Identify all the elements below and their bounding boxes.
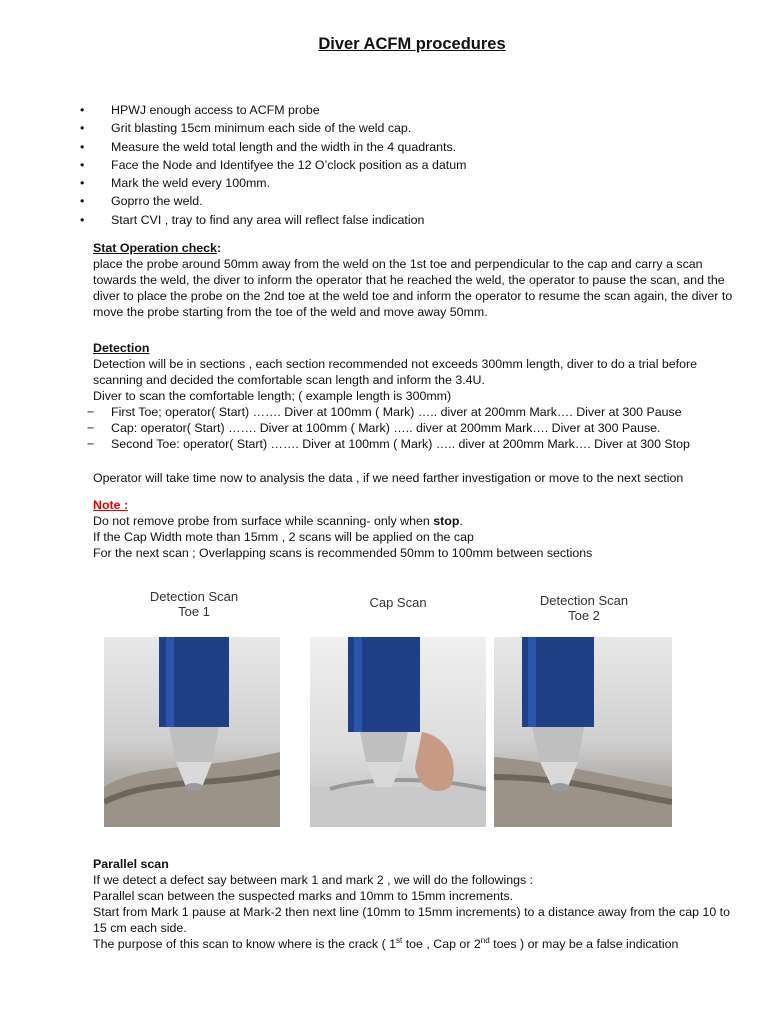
list-item: • Face the Node and Identifyee the 12 O’clock position as a datum xyxy=(80,157,467,172)
figure-detection-toe2 xyxy=(494,585,678,845)
parallel-line: If we detect a defect say between mark 1 and mark 2 , we will do the followings : xyxy=(93,873,534,887)
note-line: If the Cap Width mote than 15mm , 2 scans will be applied on the cap xyxy=(93,530,474,544)
note-line: For the next scan ; Overlapping scans is recommended 50mm to 100mm between sections xyxy=(93,546,593,560)
parallel-line: The purpose of this scan to know where is the crack ( 1st toe , Cap or 2nd toes ) or may be a false indication xyxy=(93,935,679,951)
probe-photo xyxy=(104,637,280,827)
figure-detection-toe1 xyxy=(100,585,280,845)
parallel-line: Parallel scan between the suspected marks and 10mm to 15mm increments. xyxy=(93,889,514,903)
list-item: • HPWJ enough access to ACFM probe xyxy=(80,103,320,117)
scan-figures xyxy=(100,585,678,845)
figure-caption: Detection Scan Toe 2 xyxy=(539,593,629,623)
parallel-scan-section xyxy=(93,856,743,952)
list-item: • Goprro the weld. xyxy=(80,194,203,209)
parallel-line: Start from Mark 1 pause at Mark-2 then next line (10mm to 15mm increments) to a distance away from the cap 10 to 15 cm each side. xyxy=(93,905,731,935)
figure-caption: Detection Scan Toe 1 xyxy=(149,589,239,619)
operation-check-section: Stat Operation check: place the probe around 50mm away from the weld on the 1st toe and perpendicular to the cap and carry a scan towards the weld, the diver to inform the operator that he reached the weld, the operator to pause the scan, and the diver to place the probe on the 2nd toe at the weld toe and inform the operator to resume the scan again, the diver to move the probe starting from the toe of the weld and move away 50mm. xyxy=(93,240,743,320)
probe-photo xyxy=(494,637,672,827)
detection-section xyxy=(87,340,743,452)
figure-cap-scan xyxy=(308,585,488,845)
note-line: Do not remove probe from surface while scanning- only when stop. xyxy=(93,514,463,528)
document-title: Diver ACFM procedures xyxy=(318,35,506,53)
detection-step: − Second Toe: operator( Start) ……. Diver at 100mm ( Mark) ….. diver at 200mm Mark…. Diver at 300 Stop xyxy=(87,437,690,451)
operation-check-text: place the probe around 50mm away from the weld on the 1st toe and perpendicular to the cap and carry a scan towards the weld, the diver to inform the operator that he reached the weld, the operator to pause the scan, and the diver to place the probe on the 2nd toe at the weld toe and inform the operator to resume the scan again, the diver to move the probe starting from the toe of the weld and move away 50mm. xyxy=(93,257,733,319)
list-item: • Mark the weld every 100mm. xyxy=(80,176,271,191)
list-item: • Measure the weld total length and the width in the 4 quadrants. xyxy=(80,139,457,154)
list-item: • Grit blasting 15cm minimum each side of the weld cap. xyxy=(80,121,412,136)
detection-step: − Cap: operator( Start) ……. Diver at 100mm ( Mark) ….. diver at 200mm Mark…. Diver at 300 Pause. xyxy=(87,421,661,435)
detection-heading: Detection xyxy=(93,341,150,355)
operator-analysis-line: Operator will take time now to analysis the data , if we need farther investigation or move to the next section xyxy=(93,471,684,485)
detection-step: − First Toe; operator( Start) ……. Diver at 100mm ( Mark) ….. diver at 200mm Mark…. Diver at 300 Pause xyxy=(87,405,682,419)
probe-photo xyxy=(310,637,486,827)
note-heading: Note : xyxy=(93,498,129,512)
parallel-scan-heading: Parallel scan xyxy=(93,857,169,871)
prep-steps-list xyxy=(80,102,466,230)
list-item: • Start CVI , tray to find any area will reflect false indication xyxy=(80,212,425,227)
figure-caption: Cap Scan xyxy=(369,595,427,610)
operation-check-heading: Stat Operation check xyxy=(93,241,217,255)
detection-length-text: Diver to scan the comfortable length; ( example length is 300mm) xyxy=(93,389,452,403)
detection-text: Detection will be in sections , each section recommended not exceeds 300mm length, diver to do a trial before scanning and decided the comfortable scan length and inform the 3.4U. xyxy=(93,357,698,387)
note-section xyxy=(93,497,743,561)
